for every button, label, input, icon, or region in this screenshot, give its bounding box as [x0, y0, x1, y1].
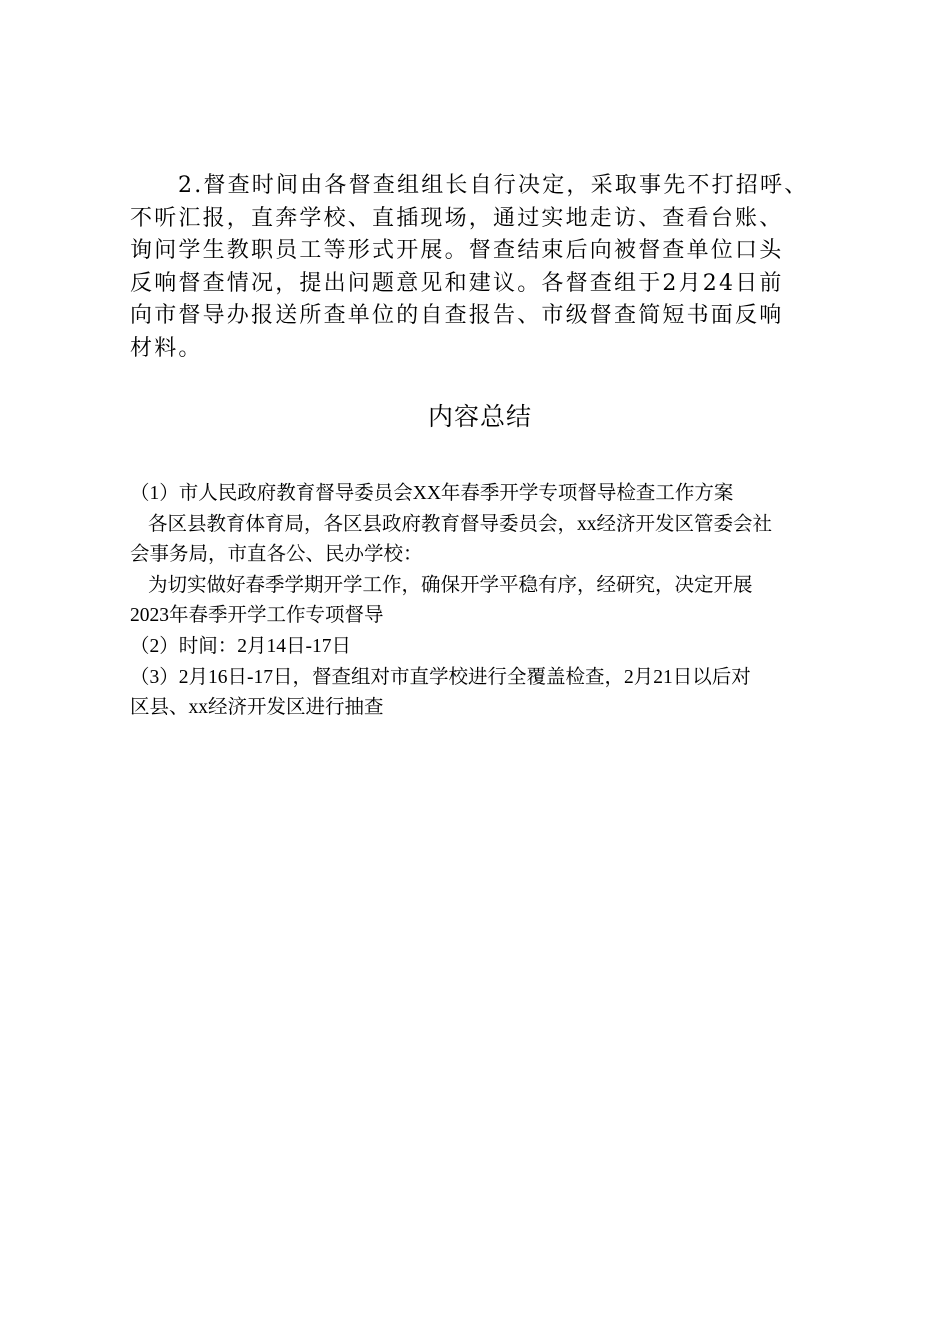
summary-line: 区县、xx经济开发区进行抽查	[130, 697, 384, 719]
summary-line: （1）市人民政府教育督导委员会XX年春季开学专项督导检查工作方案	[130, 483, 734, 504]
summary-content	[130, 479, 830, 724]
body-line: 询问学生教职员工等形式开展。督查结束后向被督查单位口头	[130, 238, 784, 264]
summary-line: （3）2月16日-17日，督查组对市直学校进行全覆盖检查，2月21日以后对	[130, 666, 751, 688]
summary-heading: 内容总结	[427, 402, 532, 431]
summary-line: 会事务局，市直各公、民办学校：	[130, 544, 423, 566]
body-line: 不听汇报，直奔学校、直插现场，通过实地走访、查看台账、	[130, 205, 784, 231]
summary-line: 2023年春季开学工作专项督导	[130, 605, 384, 627]
summary-line: 为切实做好春季学期开学工作，确保开学平稳有序，经研究，决定开展	[148, 574, 753, 596]
body-line: 向市督导办报送所查单位的自查报告、市级督查简短书面反响	[130, 303, 784, 329]
body-paragraph	[130, 170, 830, 366]
summary-line: 各区县教育体育局，各区县政府教育督导委员会，xx经济开发区管委会社	[148, 513, 773, 535]
body-line: 2.督查时间由各督查组组长自行决定，采取事先不打招呼、	[178, 173, 809, 198]
body-line: 材料。	[130, 335, 203, 361]
summary-line: （2）时间：2月14日-17日	[130, 635, 351, 657]
body-line: 反响督查情况，提出问题意见和建议。各督查组于2月24日前	[130, 270, 784, 296]
